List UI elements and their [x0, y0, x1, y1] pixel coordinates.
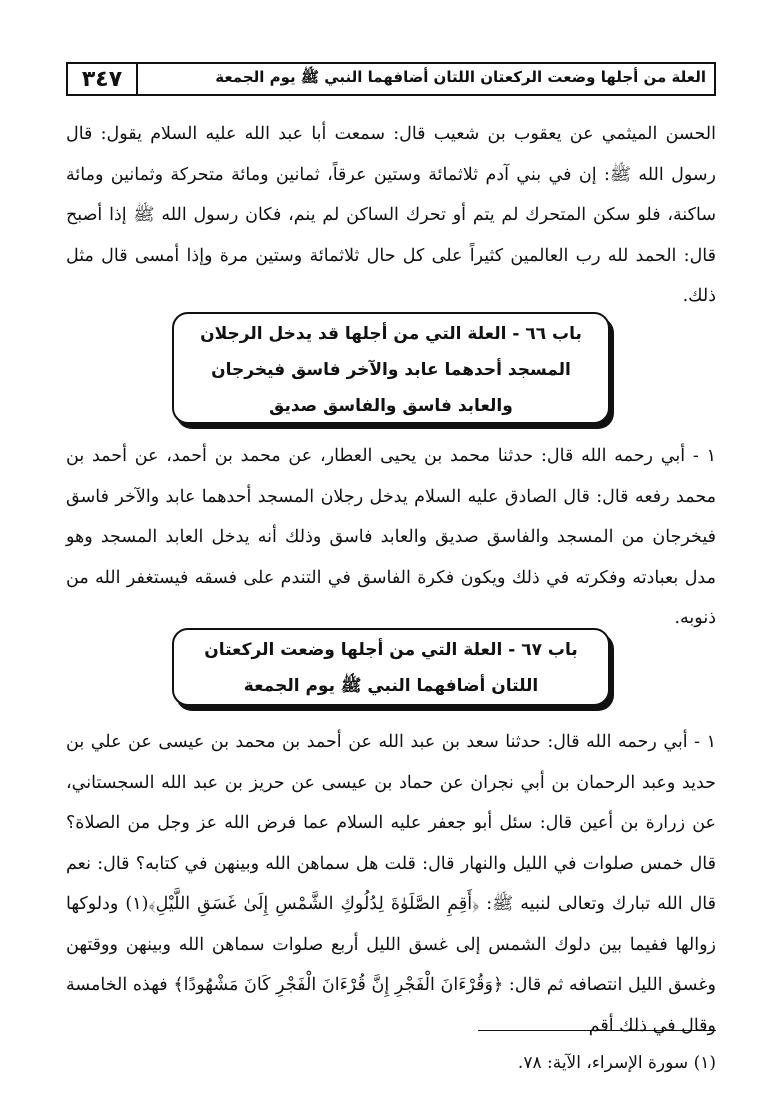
chapter-heading-67	[172, 628, 610, 706]
chapter-67-line-1: باب ٦٧ - العلة التي من أجلها وضعت الركعتان	[204, 640, 578, 660]
chapter-66-line-3: والعابد فاسق والفاسق صديق	[269, 396, 513, 416]
running-header	[66, 62, 716, 96]
page-number: ٣٤٧	[68, 64, 138, 94]
paragraph-hadith-67-1: ١ - أبي رحمه الله قال: حدثنا سعد بن عبد الله عن أحمد بن محمد بن عيسى عن علي بن حديد وعبد الرحمان بن أبي نجران عن حماد بن عيسى عن حريز بن عبد الله السجستاني، عن زرارة بن أعين قال: سئل أبو جعفر عليه السلام عما فرض الله عز وجل من الصلاة؟ قال خمس صلوات في الليل والنهار قال: قلت هل سماهن الله وبينهن في كتابه؟ قال: نعم قال الله تبارك وتعالى لنبيه ﷺ: ﴿أَقِمِ الصَّلَوٰةَ لِدُلُوكِ الشَّمْسِ إِلَىٰ غَسَقِ اللَّيْلِ﴾(١) ودلوكها زوالها ففيما بين دلوك الشمس إلى غسق الليل أربع صلوات سماهن الله وبينهن ووقتهن وغسق الليل انتصافه ثم قال: ﴿وَقُرْءَانَ الْفَجْرِ إِنَّ قُرْءَانَ الْفَجْرِ كَانَ مَشْهُودًا﴾ فهذه الخامسة وقال في ذلك أقم	[66, 732, 717, 1036]
chapter-66-line-1: باب ٦٦ - العلة التي من أجلها قد يدخل الرجلان	[200, 324, 582, 344]
footnote: (١) سورة الإسراء، الآية: ٧٨.	[517, 1053, 716, 1073]
paragraph-hadith-66-1: ١ - أبي رحمه الله قال: حدثنا محمد بن يحيى العطار، عن محمد بن أحمد، عن أحمد بن محمد رفعه قال: قال الصادق عليه السلام يدخل رجلان المسجد أحدهما عابد والآخر فاسق فيخرجان من المسجد والفاسق صديق والعابد فاسق وذلك أنه يدخل العابد المسجد وهو مدل بعبادته وفكرته في ذلك ويكون فكرة الفاسق في التندم على فسقه فيستغفر الله من ذنوبه.	[66, 446, 716, 628]
chapter-66-line-2: المسجد أحدهما عابد والآخر فاسق فيخرجان	[211, 360, 571, 380]
paragraph-hadith-continuation: الحسن الميثمي عن يعقوب بن شعيب قال: سمعت أبا عبد الله عليه السلام يقول: قال رسول الله ﷺ: إن في بني آدم ثلاثمائة وستين عرقاً، ثمانين ومائة متحركة وثمانين ومائة ساكنة، فلو سكن المتحرك لم يتم أو تحرك الساكن لم ينم، فكان رسول الله ﷺ إذا أصبح قال: الحمد لله رب العالمين كثيراً على كل حال ثلاثمائة وستين مرة وإذا أمسى قال مثل ذلك.	[66, 124, 716, 306]
chapter-heading-66	[172, 312, 610, 424]
footnote-divider	[478, 1030, 716, 1031]
chapter-67-line-2: اللتان أضافهما النبي ﷺ يوم الجمعة	[243, 676, 539, 696]
header-title: العلة من أجلها وضعت الركعتان اللتان أضافهما النبي ﷺ يوم الجمعة	[215, 68, 706, 86]
